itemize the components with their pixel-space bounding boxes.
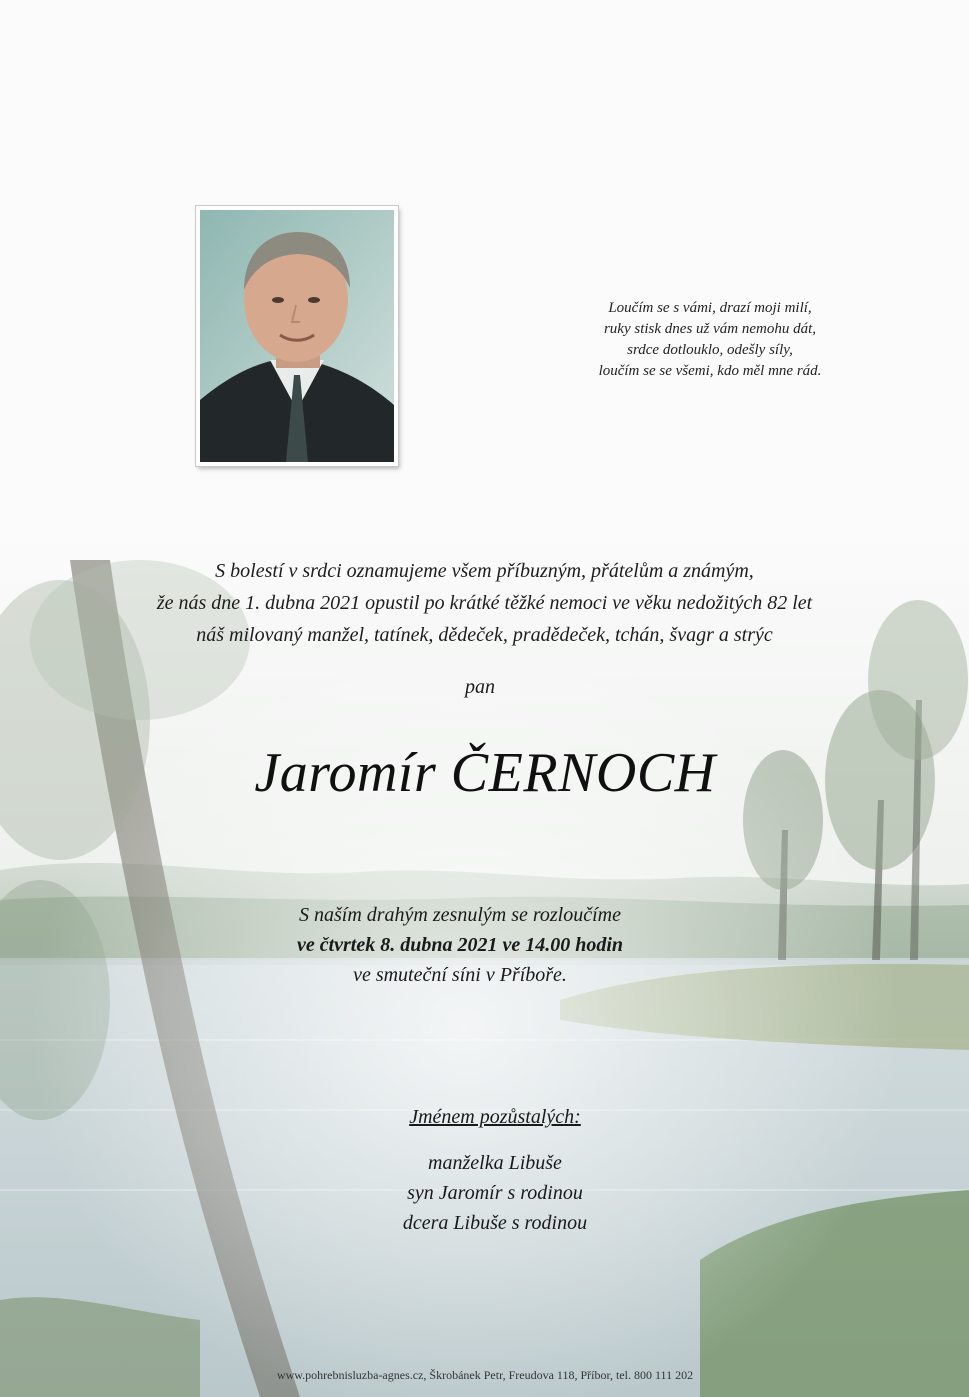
poem-line: srdce dotlouklo, odešly síly,	[627, 342, 793, 358]
ceremony-intro: S naším drahým zesnulým se rozloučíme	[298, 904, 621, 926]
family-member: manželka Libuše	[428, 1152, 562, 1174]
farewell-poem	[560, 298, 860, 382]
portrait-image	[200, 210, 394, 462]
poem-line: loučím se se všemi, kdo měl mne rád.	[598, 363, 822, 379]
announcement-line: že nás dne 1. dubna 2021 opustil po krátké těžké nemoci ve věku nedožitých 82 let	[156, 592, 813, 614]
family-member: dcera Libuše s rodinou	[402, 1212, 588, 1234]
ceremony-details	[180, 900, 740, 990]
announcement-text	[40, 555, 929, 651]
poem-line: Loučím se s vámi, drazí moji milí,	[608, 300, 812, 316]
announcement-line: náš milovaný manžel, tatínek, dědeček, pradědeček, tchán, švagr a strýc	[196, 624, 773, 646]
family-heading: Jménem pozůstalých:	[409, 1106, 581, 1128]
ceremony-date-time: ve čtvrtek 8. dubna 2021 ve 14.00 hodin	[296, 934, 624, 956]
bereaved-family	[300, 1102, 690, 1238]
salutation: pan	[465, 676, 495, 698]
deceased-portrait	[196, 206, 398, 466]
deceased-name: Jaromír ČERNOCH	[254, 742, 716, 804]
announcement-line: S bolestí v srdci oznamujeme všem příbuzným, přátelům a známým,	[215, 560, 754, 582]
ceremony-location: ve smuteční síni v Příboře.	[353, 964, 567, 986]
family-member: syn Jaromír s rodinou	[407, 1182, 583, 1204]
funeral-service-footer: www.pohrebnisluzba-agnes.cz, Škrobánek Petr, Freudova 118, Příbor, tel. 800 111 202	[276, 1368, 694, 1382]
poem-line: ruky stisk dnes už vám nemohu dát,	[603, 321, 817, 337]
